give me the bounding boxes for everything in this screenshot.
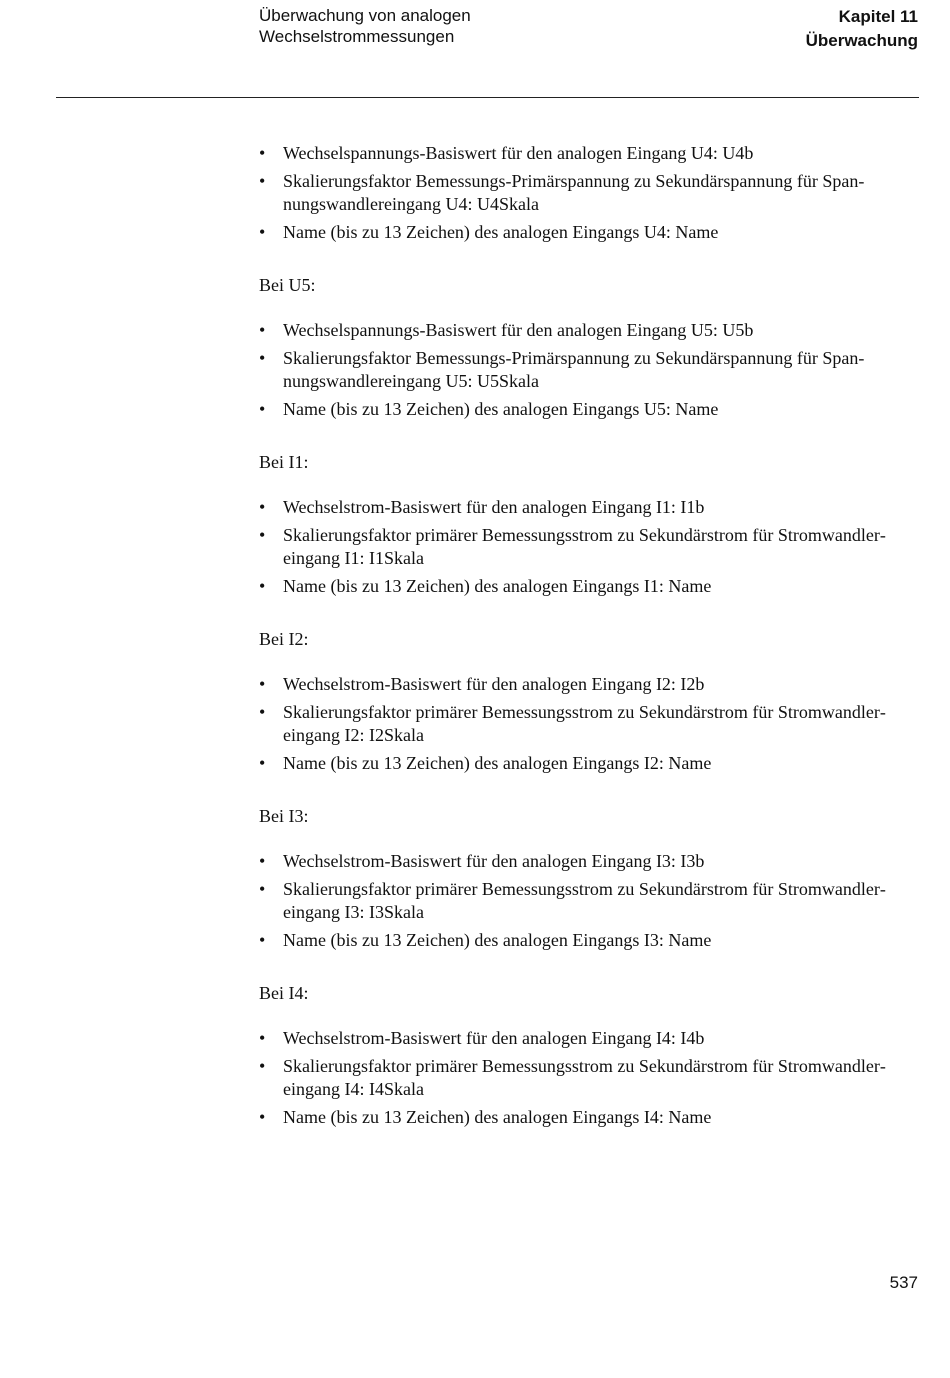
list-item-text: Skalierungsfaktor Bemessungs-Primärspannung zu Sekundärspannung für Spannungswandlereingang U4: U4Skala — [283, 171, 865, 214]
list-item-text: Name (bis zu 13 Zeichen) des analogen Eingangs I1: Name — [283, 576, 712, 596]
list-item-text: Skalierungsfaktor primärer Bemessungsstrom zu Sekundärstrom für Stromwandlereingang I1: I1Skala — [283, 525, 886, 568]
bullet-icon: • — [259, 674, 266, 694]
bullet-icon: • — [259, 525, 266, 545]
list-item — [259, 673, 919, 696]
content-section — [259, 982, 919, 1129]
list-item-text: Wechselstrom-Basiswert für den analogen Eingang I4: I4b — [283, 1028, 705, 1048]
bullet-icon: • — [259, 1107, 266, 1127]
content-section — [259, 274, 919, 421]
bullet-list — [259, 673, 919, 775]
section-heading: Bei U5: — [259, 275, 316, 295]
running-header-chapter — [806, 5, 918, 53]
bullet-icon: • — [259, 753, 266, 773]
running-header-left-line-2: Wechselstrommessungen — [259, 27, 455, 46]
section-heading: Bei I1: — [259, 452, 309, 472]
list-item-text: Skalierungsfaktor primärer Bemessungsstrom zu Sekundärstrom für Stromwandlereingang I4: I4Skala — [283, 1056, 886, 1099]
bullet-icon: • — [259, 1056, 266, 1076]
header-divider — [56, 97, 919, 98]
bullet-icon: • — [259, 320, 266, 340]
bullet-list — [259, 142, 919, 244]
bullet-icon: • — [259, 851, 266, 871]
content-section — [259, 142, 919, 244]
list-item-text: Wechselspannungs-Basiswert für den analogen Eingang U4: U4b — [283, 143, 754, 163]
list-item-text: Name (bis zu 13 Zeichen) des analogen Eingangs U4: Name — [283, 222, 719, 242]
bullet-icon: • — [259, 497, 266, 517]
list-item-text: Wechselstrom-Basiswert für den analogen Eingang I1: I1b — [283, 497, 705, 517]
list-item-text: Name (bis zu 13 Zeichen) des analogen Eingangs I3: Name — [283, 930, 712, 950]
list-item — [259, 319, 919, 342]
bullet-icon: • — [259, 879, 266, 899]
bullet-icon: • — [259, 930, 266, 950]
list-item — [259, 347, 919, 393]
section-heading: Bei I4: — [259, 983, 309, 1003]
bullet-icon: • — [259, 171, 266, 191]
list-item-text: Wechselspannungs-Basiswert für den analogen Eingang U5: U5b — [283, 320, 754, 340]
list-item-text: Name (bis zu 13 Zeichen) des analogen Eingangs U5: Name — [283, 399, 719, 419]
list-item — [259, 221, 919, 244]
chapter-number: Kapitel 11 — [838, 7, 918, 26]
bullet-list — [259, 319, 919, 421]
running-header-left-line-1: Überwachung von analogen — [259, 6, 471, 25]
list-item — [259, 752, 919, 775]
bullet-icon: • — [259, 576, 266, 596]
bullet-icon: • — [259, 143, 266, 163]
list-item — [259, 575, 919, 598]
list-item-text: Skalierungsfaktor primärer Bemessungsstrom zu Sekundärstrom für Stromwandlereingang I3: I3Skala — [283, 879, 886, 922]
bullet-icon: • — [259, 348, 266, 368]
page-number: 537 — [889, 1273, 918, 1292]
list-item — [259, 850, 919, 873]
list-item — [259, 701, 919, 747]
content-section — [259, 805, 919, 952]
bullet-icon: • — [259, 399, 266, 419]
list-item-text: Name (bis zu 13 Zeichen) des analogen Eingangs I4: Name — [283, 1107, 712, 1127]
content-section — [259, 628, 919, 775]
list-item — [259, 1027, 919, 1050]
list-item-text: Name (bis zu 13 Zeichen) des analogen Eingangs I2: Name — [283, 753, 712, 773]
list-item-text: Wechselstrom-Basiswert für den analogen Eingang I3: I3b — [283, 851, 705, 871]
list-item — [259, 878, 919, 924]
list-item-text: Skalierungsfaktor Bemessungs-Primärspannung zu Sekundärspannung für Spannungswandlereingang U5: U5Skala — [283, 348, 865, 391]
list-item — [259, 1055, 919, 1101]
list-item — [259, 398, 919, 421]
body-content — [259, 142, 919, 1134]
bullet-icon: • — [259, 702, 266, 722]
bullet-icon: • — [259, 1028, 266, 1048]
list-item — [259, 142, 919, 165]
bullet-icon: • — [259, 222, 266, 242]
section-heading: Bei I3: — [259, 806, 309, 826]
chapter-title: Überwachung — [805, 31, 918, 50]
bullet-list — [259, 850, 919, 952]
running-header-section-title — [259, 5, 471, 47]
bullet-list — [259, 496, 919, 598]
section-heading: Bei I2: — [259, 629, 309, 649]
list-item-text: Skalierungsfaktor primärer Bemessungsstrom zu Sekundärstrom für Stromwandlereingang I2: I2Skala — [283, 702, 886, 745]
list-item-text: Wechselstrom-Basiswert für den analogen Eingang I2: I2b — [283, 674, 705, 694]
list-item — [259, 929, 919, 952]
list-item — [259, 524, 919, 570]
list-item — [259, 496, 919, 519]
content-section — [259, 451, 919, 598]
list-item — [259, 170, 919, 216]
bullet-list — [259, 1027, 919, 1129]
list-item — [259, 1106, 919, 1129]
